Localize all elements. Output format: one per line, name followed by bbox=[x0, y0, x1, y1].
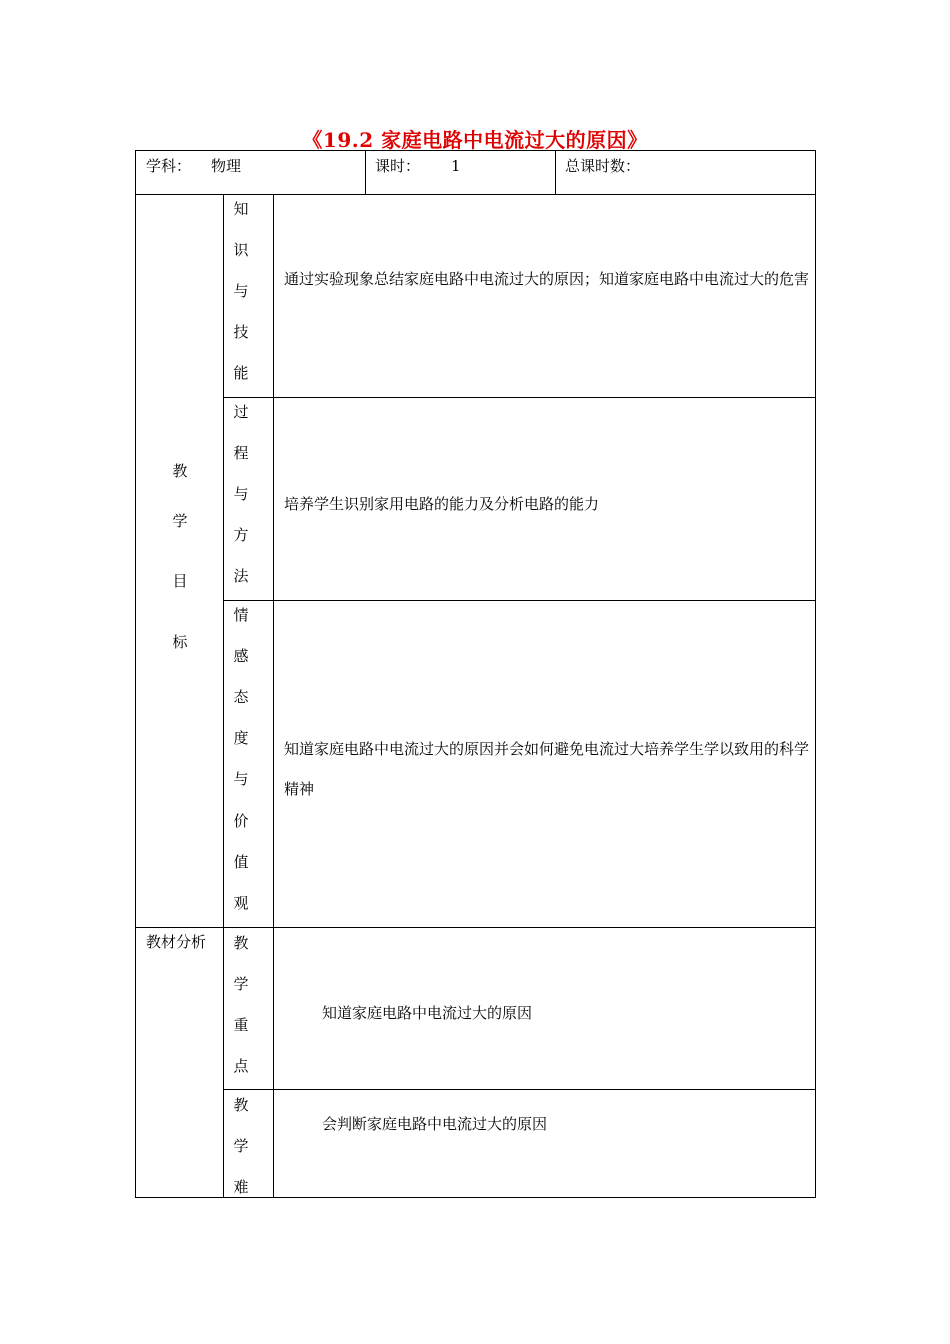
subject-value: 物理 bbox=[211, 157, 242, 175]
knowledge-skills-text: 通过实验现象总结家庭电路中电流过大的原因；知道家庭电路中电流过大的危害 bbox=[284, 270, 810, 288]
header-divider-1 bbox=[365, 150, 366, 195]
emotion-values-text: 知道家庭电路中电流过大的原因并会如何避免电流过大培养学生学以致用的科学精神 bbox=[284, 740, 810, 798]
period-value: 1 bbox=[451, 157, 461, 175]
analysis-row-divider bbox=[223, 1089, 816, 1090]
header-divider-2 bbox=[555, 150, 556, 195]
objectives-col-divider-2 bbox=[273, 194, 274, 928]
difficulty-text: 会判断家庭电路中电流过大的原因 bbox=[322, 1115, 548, 1133]
key-point-text: 知道家庭电路中电流过大的原因 bbox=[322, 1004, 533, 1022]
period-label: 课时： bbox=[375, 157, 421, 175]
total-periods-label: 总课时数： bbox=[565, 157, 641, 175]
subject-label: 学科： bbox=[146, 157, 192, 175]
analysis-col-divider-1 bbox=[223, 927, 224, 1198]
process-methods-text: 培养学生识别家用电路的能力及分析电路的能力 bbox=[284, 495, 600, 513]
document-title: 《19.2 家庭电路中电流过大的原因》 bbox=[302, 128, 648, 152]
analysis-col-divider-2 bbox=[273, 927, 274, 1198]
objectives-row-divider-2 bbox=[223, 600, 816, 601]
objectives-col-divider-1 bbox=[223, 194, 224, 928]
objectives-row-divider-1 bbox=[223, 397, 816, 398]
analysis-label: 教材分析 bbox=[146, 933, 207, 951]
